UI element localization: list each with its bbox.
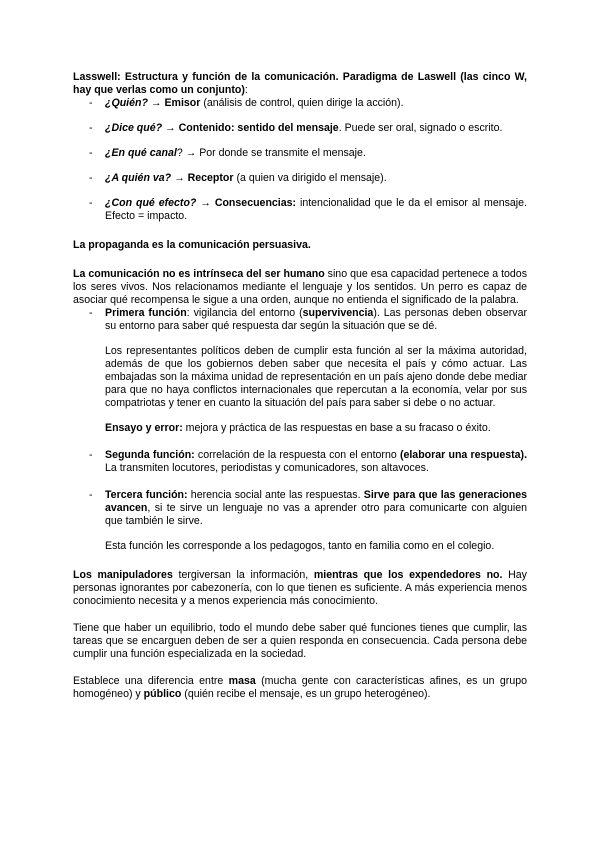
propaganda-heading	[73, 239, 527, 252]
publico-bold: público	[143, 688, 182, 700]
manipuladores-text2: Hay personas ignorantes por cabezonería, con lo que tienen es suficiente. A más experiencia menos conocimiento necesita y a menos experiencia más conocimiento.	[73, 569, 527, 607]
question-canal: ¿En qué canal	[105, 147, 177, 159]
primera-funcion-bold2: supervivencia	[302, 307, 374, 319]
arrow: →	[162, 122, 179, 134]
manipuladores-paragraph	[73, 569, 527, 608]
lasswell-heading-text: Lasswell: Estructura y función de la comunicación. Paradigma de Laswell (las cinco W, hay que verlas como un conjunto)	[73, 71, 527, 96]
tercera-funcion-label: Tercera función:	[105, 489, 188, 501]
propaganda-heading-text: La propaganda es la comunicación persuasiva.	[73, 239, 311, 251]
segunda-funcion-text2: La transmiten locutores, periodistas y comunicadores, son altavoces.	[105, 462, 429, 474]
ensayo-error-text: mejora y práctica de las respuestas en base a su fracaso o éxito.	[182, 422, 491, 434]
list-item-primera-funcion	[73, 307, 527, 435]
desc-quien: (análisis de control, quien dirige la acción).	[200, 97, 404, 109]
desc-dice-que: . Puede ser oral, signado o escrito.	[338, 122, 503, 134]
primera-funcion-text2: ). Las personas deben observar su entorno para saber qué respuesta dar según la situación que se dé.	[105, 307, 527, 332]
segunda-funcion-bold2: (elaborar una respuesta).	[399, 449, 528, 461]
equilibrio-paragraph: Tiene que haber un equilibrio, todo el mundo debe saber qué funciones tienes que cumplir, las tareas que se encarguen deben de ser a quien responda en consecuencia. Cada persona debe cumplir una función especializada en la sociedad.	[73, 622, 527, 660]
term-receptor: Receptor	[187, 172, 234, 184]
list-item-canal	[73, 147, 527, 160]
tercera-funcion-text1: herencia social ante las respuestas.	[187, 489, 364, 501]
masa-text1: Establece una diferencia entre	[73, 675, 229, 687]
list-item-a-quien	[73, 172, 527, 185]
list-item-segunda-funcion	[73, 449, 527, 475]
arrow: →	[171, 172, 188, 184]
masa-bold: masa	[228, 675, 256, 687]
tercera-funcion-text2: , si te sirve un lenguaje no vas a aprender otro para comunicarte con alguien que también le sirve.	[105, 502, 527, 527]
functions-list	[73, 307, 527, 553]
term-emisor: Emisor	[164, 97, 201, 109]
desc-a-quien: (a quien va dirigido el mensaje).	[233, 172, 387, 184]
primera-funcion-para2: Los representantes políticos deben de cumplir esta función al ser la máxima autoridad, además de que los gobiernos deben saber que necesita el país y cómo actuar. Las embajadas son la máxima unidad de representación en un país ajeno donde debe mediar para que no haya conflictos internacionales que repercutan a la economía, velar por sus compatriotas y tener en cuanto la situación del país para saber si debe o no actuar.	[105, 345, 527, 409]
list-item-efecto	[73, 197, 527, 223]
arrow: →	[147, 97, 165, 109]
masa-text3: (quién recibe el mensaje, es un grupo heterogéneo).	[181, 688, 431, 700]
lasswell-heading-colon: :	[244, 84, 248, 96]
tercera-funcion-bold2: Sirve para que las generaciones avancen	[105, 489, 527, 514]
term-contenido: Contenido: sentido del mensaje	[178, 122, 339, 134]
intro-bold: La comunicación no es intrínseca del ser humano	[73, 268, 325, 280]
manipuladores-text1: tergiversan la información,	[172, 569, 314, 581]
list-item-tercera-funcion	[73, 489, 527, 553]
document-body	[73, 71, 527, 701]
question-quien: ¿Quién?	[105, 97, 148, 109]
list-item-dice-que	[73, 122, 527, 135]
primera-funcion-text1: : vigilancia del entorno (	[186, 307, 303, 319]
question-a-quien: ¿A quién va?	[105, 172, 172, 184]
intro-text: sino que esa capacidad pertenece a todos los seres vivos. Nos relacionamos mediante el lenguaje y los sentidos. Un perro es capaz de asociar qué recompensa le sigue a una orden, aunque no entienda el significado de la palabra.	[73, 268, 527, 306]
masa-text2: (mucha gente con características afines, es un grupo homogéneo) y	[73, 675, 527, 700]
list-item-quien	[73, 97, 527, 110]
arrow: →	[196, 197, 215, 209]
tercera-funcion-para2: Esta función les corresponde a los pedagogos, tanto en familia como en el colegio.	[105, 540, 495, 552]
manipuladores-bold2: mientras que los expendedores no.	[313, 569, 503, 581]
five-w-list	[73, 97, 527, 223]
manipuladores-bold1: Los manipuladores	[73, 569, 173, 581]
lasswell-heading	[73, 71, 527, 97]
term-consecuencias: Consecuencias:	[214, 197, 297, 209]
desc-efecto: intencionalidad que le da el emisor al mensaje. Efecto = impacto.	[105, 197, 527, 222]
segunda-funcion-label: Segunda función:	[105, 449, 195, 461]
desc-canal: ? → Por donde se transmite el mensaje.	[176, 147, 366, 159]
primera-funcion-label: Primera función	[105, 307, 187, 319]
intro-paragraph	[73, 268, 527, 307]
segunda-funcion-text1: correlación de la respuesta con el entorno	[194, 449, 400, 461]
question-efecto: ¿Con qué efecto?	[105, 197, 197, 209]
ensayo-error-label: Ensayo y error:	[105, 422, 183, 434]
question-dice-que: ¿Dice qué?	[105, 122, 163, 134]
masa-paragraph	[73, 675, 527, 701]
